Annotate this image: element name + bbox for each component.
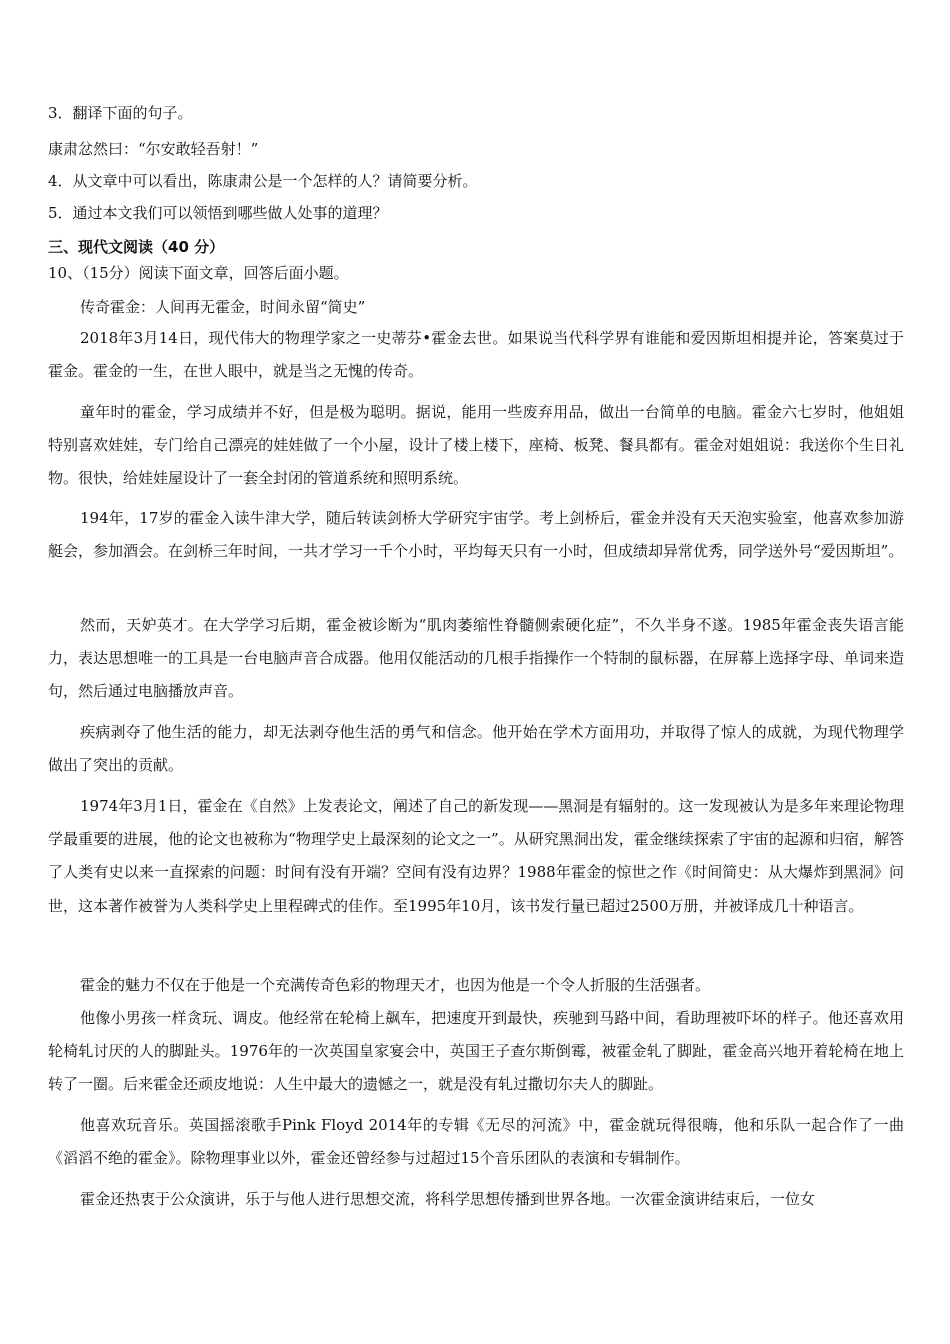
article-title: 传奇霍金：人间再无霍金，时间永留“简史” bbox=[80, 298, 366, 316]
article-paragraph-5: 疾病剥夺了他生活的能力，却无法剥夺他生活的勇气和信念。他开始在学术方面用功，并取得了惊人的成就，为现代物理学做出了突出的贡献。 bbox=[48, 723, 904, 775]
section-heading: 三、现代文阅读（40 分） bbox=[48, 238, 225, 256]
article-paragraph-8: 他像小男孩一样贪玩、调皮。他经常在轮椅上飙车，把速度开到最快，疾驰到马路中间，看助理被吓坏的样子。他还喜欢用轮椅轧讨厌的人的脚趾头。1976年的一次英国皇家宴会中，英国王子查尔斯倒霉，被霍金轧了脚趾，霍金高兴地开着轮椅在地上转了一圈。后来霍金还顽皮地说：人生中最大的遗憾之一，就是没有轧过撒切尔夫人的脚趾。 bbox=[48, 1009, 904, 1094]
question-3-sentence: 康肃忿然曰：“尔安敢轻吾射！” bbox=[48, 140, 259, 158]
article-paragraph-9: 他喜欢玩音乐。英国摇滚歌手Pink Floyd 2014年的专辑《无尽的河流》中，霍金就玩得很嗨，他和乐队一起合作了一曲《滔滔不绝的霍金》。除物理事业以外，霍金还曾经参与过超过15个音乐团队的表演和专辑制作。 bbox=[48, 1116, 904, 1168]
question-3: 3．翻译下面的句子。 bbox=[48, 104, 193, 122]
article-paragraph-4: 然而，天妒英才。在大学学习后期，霍金被诊断为“肌肉萎缩性脊髓侧索硬化症”，不久半身不遂。1985年霍金丧失语言能力，表达思想唯一的工具是一台电脑声音合成器。他用仅能活动的几根手指操作一个特制的鼠标器，在屏幕上选择字母、单词来造句，然后通过电脑播放声音。 bbox=[48, 616, 904, 701]
question-4: 4．从文章中可以看出，陈康肃公是一个怎样的人？请简要分析。 bbox=[48, 172, 478, 190]
article-paragraph-1: 2018年3月14日，现代伟大的物理学家之一史蒂芬•霍金去世。如果说当代科学界有谁能和爱因斯坦相提并论，答案莫过于霍金。霍金的一生，在世人眼中，就是当之无愧的传奇。 bbox=[48, 329, 904, 381]
question-10-intro: 10、（15分）阅读下面文章，回答后面小题。 bbox=[48, 264, 349, 282]
article-paragraph-6: 1974年3月1日，霍金在《自然》上发表论文，阐述了自己的新发现——黑洞是有辐射的。这一发现被认为是多年来理论物理学最重要的进展，他的论文也被称为“物理学史上最深刻的论文之一”。从研究黑洞出发，霍金继续探索了宇宙的起源和归宿，解答了人类有史以来一直探索的问题：时间有没有开端？空间有没有边界？1988年霍金的惊世之作《时间简史：从大爆炸到黑洞》问世，这本著作被誉为人类科学史上里程碑式的佳作。至1995年10月，该书发行量已超过2500万册，并被译成几十种语言。 bbox=[48, 797, 904, 915]
article-paragraph-3: 194年，17岁的霍金入读牛津大学，随后转读剑桥大学研究宇宙学。考上剑桥后，霍金并没有天天泡实验室，他喜欢参加游艇会，参加酒会。在剑桥三年时间，一共才学习一千个小时，平均每天只有一小时，但成绩却异常优秀，同学送外号“爱因斯坦”。 bbox=[48, 509, 904, 561]
article-paragraph-7: 霍金的魅力不仅在于他是一个充满传奇色彩的物理天才，也因为他是一个令人折服的生活强者。 bbox=[80, 976, 711, 994]
article-paragraph-2: 童年时的霍金，学习成绩并不好，但是极为聪明。据说，能用一些废弃用品，做出一台简单的电脑。霍金六七岁时，他姐姐特别喜欢娃娃，专门给自己漂亮的娃娃做了一个小屋，设计了楼上楼下，座椅、板凳、餐具都有。霍金对姐姐说：我送你个生日礼物。很快，给娃娃屋设计了一套全封闭的管道系统和照明系统。 bbox=[48, 403, 904, 488]
question-5: 5．通过本文我们可以领悟到哪些做人处事的道理？ bbox=[48, 204, 388, 222]
article-paragraph-10: 霍金还热衷于公众演讲，乐于与他人进行思想交流，将科学思想传播到世界各地。一次霍金演讲结束后，一位女 bbox=[80, 1190, 816, 1208]
